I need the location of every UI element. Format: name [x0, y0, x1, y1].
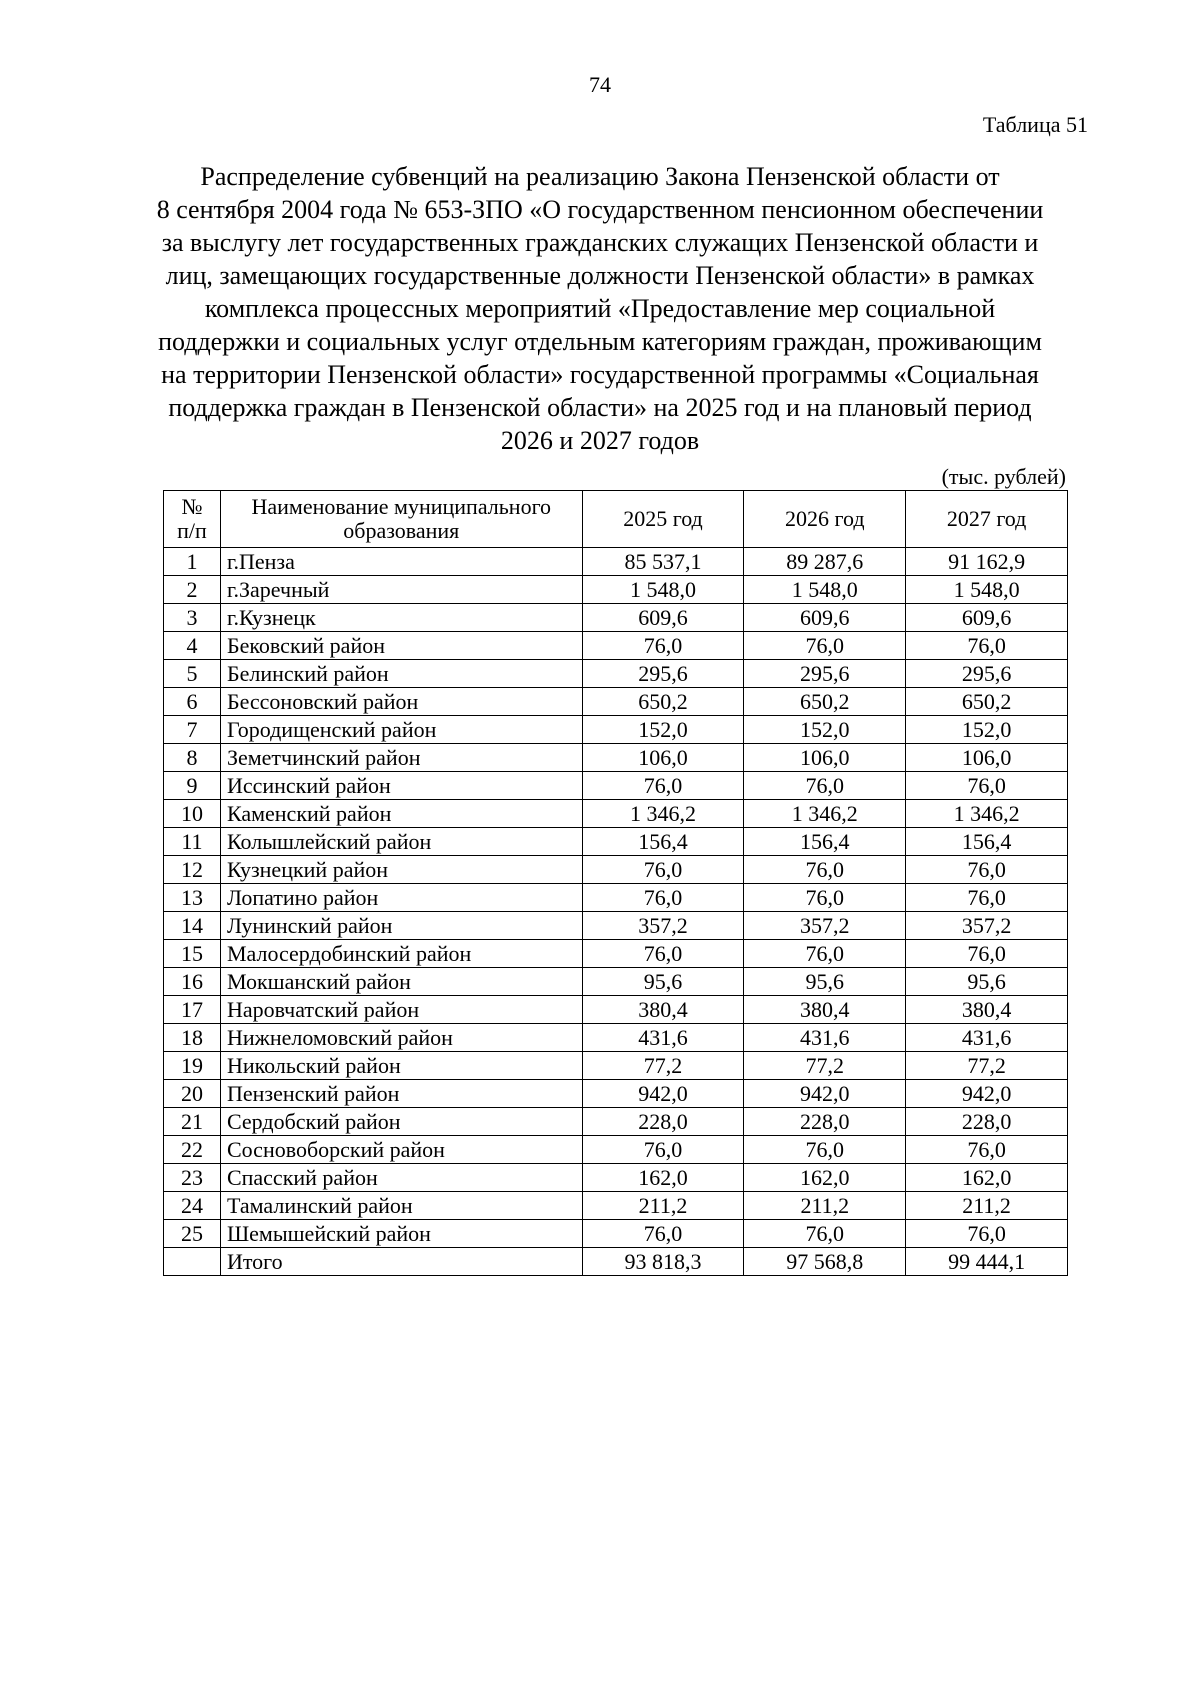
row-value-2025: 152,0 [582, 716, 744, 744]
total-value-2025: 93 818,3 [582, 1248, 744, 1276]
row-value-2027: 76,0 [906, 772, 1068, 800]
table-row [164, 996, 1068, 1024]
table-row [164, 604, 1068, 632]
table-label: Таблица 51 [982, 112, 1088, 137]
row-number: 22 [164, 1136, 221, 1164]
row-value-2027: 152,0 [906, 716, 1068, 744]
total-value-2027: 99 444,1 [906, 1248, 1068, 1276]
row-value-2027: 156,4 [906, 828, 1068, 856]
row-number: 24 [164, 1192, 221, 1220]
row-value-2025: 295,6 [582, 660, 744, 688]
row-number: 25 [164, 1220, 221, 1248]
row-value-2025: 1 346,2 [582, 800, 744, 828]
table-row [164, 1164, 1068, 1192]
header-number [164, 491, 221, 548]
table-body [164, 548, 1068, 1276]
row-value-2026: 942,0 [744, 1080, 906, 1108]
row-value-2025: 76,0 [582, 632, 744, 660]
row-value-2027: 76,0 [906, 940, 1068, 968]
table-row [164, 1136, 1068, 1164]
row-value-2026: 357,2 [744, 912, 906, 940]
header-name [220, 491, 582, 548]
row-value-2026: 77,2 [744, 1052, 906, 1080]
table-row [164, 744, 1068, 772]
row-value-2026: 162,0 [744, 1164, 906, 1192]
row-value-2025: 162,0 [582, 1164, 744, 1192]
table-row [164, 800, 1068, 828]
row-municipality: Бековский район [220, 632, 582, 660]
header-name-line2: образования [343, 518, 460, 543]
row-number: 13 [164, 884, 221, 912]
row-value-2027: 431,6 [906, 1024, 1068, 1052]
table-row [164, 884, 1068, 912]
row-number: 19 [164, 1052, 221, 1080]
row-value-2027: 609,6 [906, 604, 1068, 632]
row-municipality: Земетчинский район [220, 744, 582, 772]
row-value-2026: 76,0 [744, 772, 906, 800]
row-number: 8 [164, 744, 221, 772]
row-municipality: Белинский район [220, 660, 582, 688]
row-municipality: Сердобский район [220, 1108, 582, 1136]
row-municipality: г.Кузнецк [220, 604, 582, 632]
title-line: поддержки и социальных услуг отдельным категориям граждан, проживающим [158, 327, 1042, 356]
row-municipality: Тамалинский район [220, 1192, 582, 1220]
row-value-2027: 228,0 [906, 1108, 1068, 1136]
header-2026: 2026 год [744, 491, 906, 548]
title-line: Распределение субвенций на реализацию Закона Пензенской области от [200, 162, 1000, 191]
row-municipality: Кузнецкий район [220, 856, 582, 884]
row-value-2027: 1 346,2 [906, 800, 1068, 828]
header-number-line1: № [181, 494, 203, 519]
row-value-2025: 211,2 [582, 1192, 744, 1220]
title-line: 2026 и 2027 годов [500, 426, 700, 455]
row-number: 11 [164, 828, 221, 856]
row-municipality: Никольский район [220, 1052, 582, 1080]
row-municipality: Нижнеломовский район [220, 1024, 582, 1052]
row-value-2025: 357,2 [582, 912, 744, 940]
row-value-2026: 431,6 [744, 1024, 906, 1052]
row-value-2027: 76,0 [906, 1220, 1068, 1248]
row-number: 9 [164, 772, 221, 800]
row-municipality: Спасский район [220, 1164, 582, 1192]
row-value-2026: 211,2 [744, 1192, 906, 1220]
row-number: 4 [164, 632, 221, 660]
row-municipality: Малосердобинский район [220, 940, 582, 968]
row-value-2025: 431,6 [582, 1024, 744, 1052]
row-value-2025: 380,4 [582, 996, 744, 1024]
row-value-2027: 77,2 [906, 1052, 1068, 1080]
row-value-2025: 76,0 [582, 940, 744, 968]
row-value-2026: 295,6 [744, 660, 906, 688]
row-municipality: Пензенский район [220, 1080, 582, 1108]
row-value-2027: 76,0 [906, 632, 1068, 660]
table-row [164, 576, 1068, 604]
row-municipality: Лунинский район [220, 912, 582, 940]
table-row [164, 1052, 1068, 1080]
table-header-row [164, 491, 1068, 548]
table-row [164, 1024, 1068, 1052]
row-value-2026: 1 346,2 [744, 800, 906, 828]
title-line: за выслугу лет государственных гражданских служащих Пензенской области и [161, 228, 1039, 257]
document-title [100, 160, 1100, 457]
row-municipality: Каменский район [220, 800, 582, 828]
row-value-2025: 85 537,1 [582, 548, 744, 576]
row-value-2027: 1 548,0 [906, 576, 1068, 604]
row-number: 14 [164, 912, 221, 940]
table-row [164, 688, 1068, 716]
row-value-2027: 91 162,9 [906, 548, 1068, 576]
row-value-2025: 942,0 [582, 1080, 744, 1108]
row-number: 12 [164, 856, 221, 884]
row-municipality: Городищенский район [220, 716, 582, 744]
row-value-2025: 228,0 [582, 1108, 744, 1136]
row-municipality: Бессоновский район [220, 688, 582, 716]
row-number: 7 [164, 716, 221, 744]
row-value-2025: 76,0 [582, 1220, 744, 1248]
row-municipality: Сосновоборский район [220, 1136, 582, 1164]
table-row [164, 548, 1068, 576]
row-number: 20 [164, 1080, 221, 1108]
row-municipality: г.Пенза [220, 548, 582, 576]
page-number: 74 [589, 72, 611, 97]
row-value-2025: 76,0 [582, 1136, 744, 1164]
row-value-2027: 295,6 [906, 660, 1068, 688]
table-row [164, 856, 1068, 884]
table-row [164, 912, 1068, 940]
row-value-2025: 76,0 [582, 884, 744, 912]
row-value-2026: 1 548,0 [744, 576, 906, 604]
title-line: лиц, замещающих государственные должности Пензенской области» в рамках [165, 261, 1035, 290]
row-municipality: Мокшанский район [220, 968, 582, 996]
row-value-2026: 228,0 [744, 1108, 906, 1136]
table-row [164, 632, 1068, 660]
row-number: 2 [164, 576, 221, 604]
table-row [164, 716, 1068, 744]
title-line: 8 сентября 2004 года № 653-ЗПО «О государственном пенсионном обеспечении [156, 195, 1044, 224]
table-row [164, 828, 1068, 856]
row-value-2027: 76,0 [906, 1136, 1068, 1164]
row-municipality: г.Заречный [220, 576, 582, 604]
table-row [164, 1220, 1068, 1248]
row-number: 6 [164, 688, 221, 716]
row-value-2026: 76,0 [744, 632, 906, 660]
table-total-row [164, 1248, 1068, 1276]
row-value-2026: 650,2 [744, 688, 906, 716]
row-value-2027: 942,0 [906, 1080, 1068, 1108]
row-value-2027: 211,2 [906, 1192, 1068, 1220]
header-2025: 2025 год [582, 491, 744, 548]
table-row [164, 1192, 1068, 1220]
subsidy-table [163, 490, 1068, 1276]
row-value-2025: 77,2 [582, 1052, 744, 1080]
row-value-2026: 106,0 [744, 744, 906, 772]
row-number: 10 [164, 800, 221, 828]
header-name-line1: Наименование муниципального [251, 494, 552, 519]
row-value-2025: 1 548,0 [582, 576, 744, 604]
row-value-2026: 76,0 [744, 940, 906, 968]
row-number: 17 [164, 996, 221, 1024]
row-number: 23 [164, 1164, 221, 1192]
row-number: 1 [164, 548, 221, 576]
row-value-2025: 76,0 [582, 856, 744, 884]
row-number: 3 [164, 604, 221, 632]
row-value-2025: 609,6 [582, 604, 744, 632]
total-value-2026: 97 568,8 [744, 1248, 906, 1276]
table-row [164, 1108, 1068, 1136]
row-value-2027: 380,4 [906, 996, 1068, 1024]
row-number: 15 [164, 940, 221, 968]
total-number [164, 1248, 221, 1276]
table-row [164, 772, 1068, 800]
row-value-2026: 76,0 [744, 1220, 906, 1248]
row-value-2027: 95,6 [906, 968, 1068, 996]
title-line: комплекса процессных мероприятий «Предоставление мер социальной [204, 294, 996, 323]
row-value-2027: 76,0 [906, 856, 1068, 884]
row-value-2026: 76,0 [744, 884, 906, 912]
row-value-2026: 89 287,6 [744, 548, 906, 576]
row-value-2025: 106,0 [582, 744, 744, 772]
row-value-2026: 76,0 [744, 856, 906, 884]
table-row [164, 1080, 1068, 1108]
row-number: 21 [164, 1108, 221, 1136]
row-municipality: Шемышейский район [220, 1220, 582, 1248]
row-value-2027: 162,0 [906, 1164, 1068, 1192]
row-value-2025: 76,0 [582, 772, 744, 800]
row-value-2026: 76,0 [744, 1136, 906, 1164]
total-label: Итого [220, 1248, 582, 1276]
row-number: 16 [164, 968, 221, 996]
row-value-2027: 357,2 [906, 912, 1068, 940]
row-value-2026: 95,6 [744, 968, 906, 996]
row-number: 5 [164, 660, 221, 688]
row-value-2026: 156,4 [744, 828, 906, 856]
row-municipality: Колышлейский район [220, 828, 582, 856]
row-municipality: Наровчатский район [220, 996, 582, 1024]
row-value-2027: 106,0 [906, 744, 1068, 772]
header-2027: 2027 год [906, 491, 1068, 548]
row-value-2027: 76,0 [906, 884, 1068, 912]
row-municipality: Лопатино район [220, 884, 582, 912]
table-row [164, 940, 1068, 968]
row-value-2025: 650,2 [582, 688, 744, 716]
row-value-2026: 380,4 [744, 996, 906, 1024]
row-value-2027: 650,2 [906, 688, 1068, 716]
units-label: (тыс. рублей) [941, 464, 1066, 489]
row-value-2025: 95,6 [582, 968, 744, 996]
header-number-line2: п/п [177, 518, 207, 543]
row-value-2026: 609,6 [744, 604, 906, 632]
title-line: на территории Пензенской области» государственной программы «Социальная [161, 360, 1039, 389]
title-line: поддержка граждан в Пензенской области» на 2025 год и на плановый период [168, 393, 1032, 422]
row-municipality: Иссинский район [220, 772, 582, 800]
table-row [164, 660, 1068, 688]
table-row [164, 968, 1068, 996]
row-number: 18 [164, 1024, 221, 1052]
row-value-2026: 152,0 [744, 716, 906, 744]
row-value-2025: 156,4 [582, 828, 744, 856]
